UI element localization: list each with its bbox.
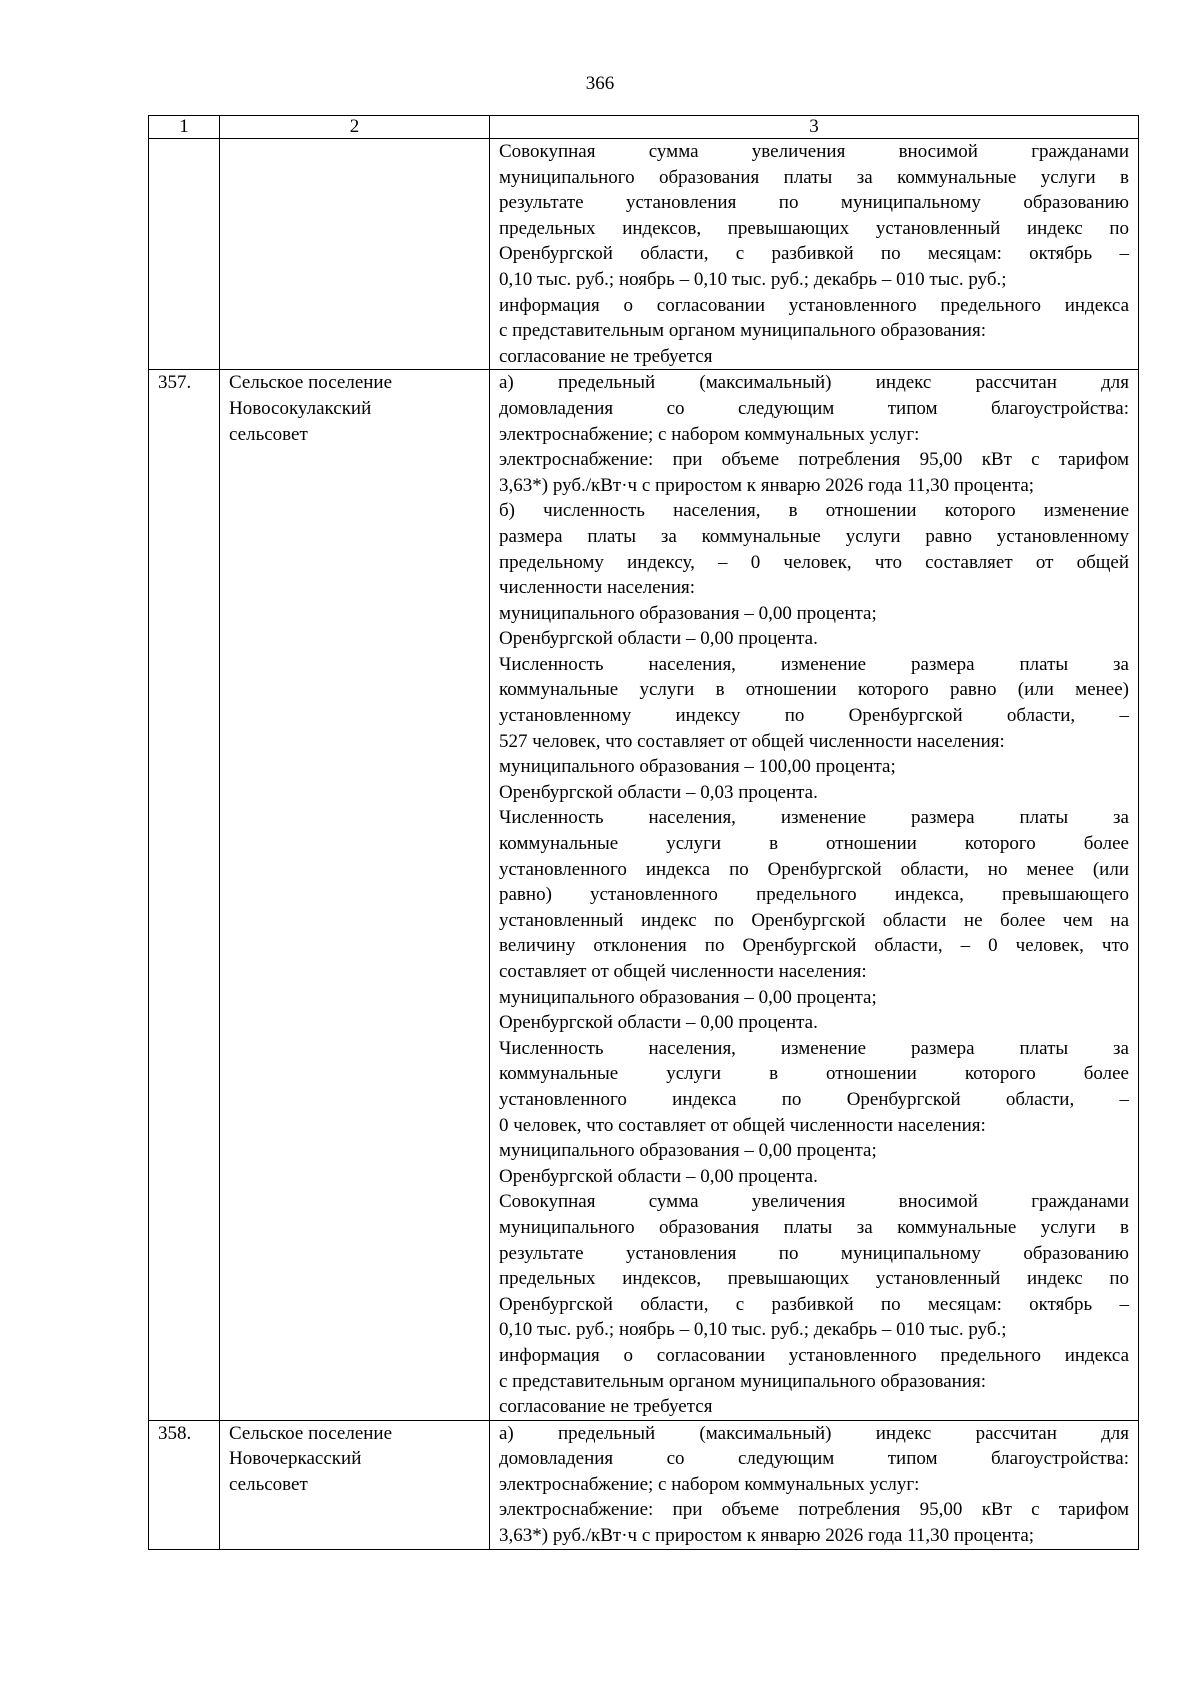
- description-line: установленного индекса по Оренбургской области, –: [499, 1088, 1129, 1110]
- index-description: [490, 1420, 1139, 1549]
- description-line: Численность населения, изменение размера платы за: [499, 807, 1129, 829]
- description-line: предельному индексу, – 0 человек, что составляет от общей: [499, 551, 1129, 573]
- description-line: согласование не требуется: [499, 345, 713, 367]
- description-line: информация о согласовании установленного предельного индекса: [499, 294, 1129, 316]
- municipality-name: [220, 1420, 490, 1549]
- description-line: муниципального образования платы за коммунальные услуги в: [499, 1216, 1129, 1238]
- description-line: Численность населения, изменение размера платы за: [499, 1037, 1129, 1059]
- municipality-name-line: Новосокулакский: [229, 397, 372, 419]
- table-body: [149, 139, 1139, 1550]
- description-line: муниципального образования – 0,00 процента;: [499, 602, 877, 624]
- description-line: 0 человек, что составляет от общей численности населения:: [499, 1114, 986, 1136]
- description-line: Оренбургской области – 0,03 процента.: [499, 781, 818, 803]
- index-description: [490, 370, 1139, 1420]
- description-line: установленному индексу по Оренбургской области, –: [499, 705, 1129, 727]
- description-line: домовладения со следующим типом благоустройства:: [499, 397, 1129, 419]
- row-number: 358.: [149, 1420, 220, 1549]
- page-number: 366: [585, 73, 615, 94]
- description-line: 527 человек, что составляет от общей численности населения:: [499, 730, 1005, 752]
- description-line: 3,63*) руб./кВт·ч с приростом к январю 2026 года 11,30 процента;: [499, 1525, 1035, 1547]
- description-line: электроснабжение; с набором коммунальных услуг:: [499, 1473, 920, 1495]
- description-line: муниципального образования – 0,00 процента;: [499, 986, 877, 1008]
- description-line: Совокупная сумма увеличения вносимой гражданами: [499, 1191, 1129, 1213]
- description-line: электроснабжение: при объеме потребления 95,00 кВт с тарифом: [499, 449, 1129, 471]
- description-line: 0,10 тыс. руб.; ноябрь – 0,10 тыс. руб.; декабрь – 010 тыс. руб.;: [499, 268, 1007, 290]
- description-line: б) численность населения, в отношении которого изменение: [499, 500, 1129, 522]
- description-line: с представительным органом муниципального образования:: [499, 1370, 986, 1392]
- row-number: 357.: [149, 370, 220, 1420]
- municipality-name-line: Сельское поселение: [229, 372, 393, 394]
- municipality-name-line: сельсовет: [229, 1473, 308, 1495]
- municipality-name-line: Новочеркасский: [229, 1448, 362, 1470]
- description-line: равно) установленного предельного индекса, превышающего: [499, 884, 1129, 906]
- municipality-name-line: сельсовет: [229, 423, 308, 445]
- table-header-row: [149, 116, 1139, 139]
- description-line: установленного индекса по Оренбургской области, но менее (или: [499, 858, 1129, 880]
- description-line: домовладения со следующим типом благоустройства:: [499, 1448, 1129, 1470]
- description-line: Оренбургской области – 0,00 процента.: [499, 1165, 818, 1187]
- header-col-3: 3: [490, 116, 1139, 139]
- description-line: результате установления по муниципальному образованию: [499, 192, 1129, 214]
- description-line: коммунальные услуги в отношении которого более: [499, 833, 1129, 855]
- description-line: Оренбургской области, с разбивкой по месяцам: октябрь –: [499, 1293, 1129, 1315]
- description-line: согласование не требуется: [499, 1396, 713, 1418]
- description-line: Оренбургской области, с разбивкой по месяцам: октябрь –: [499, 243, 1129, 265]
- description-line: коммунальные услуги в отношении которого более: [499, 1063, 1129, 1085]
- description-line: предельных индексов, превышающих установленный индекс по: [499, 1268, 1129, 1290]
- description-line: предельных индексов, превышающих установленный индекс по: [499, 217, 1129, 239]
- municipality-name: [220, 370, 490, 1420]
- description-line: а) предельный (максимальный) индекс рассчитан для: [499, 372, 1129, 394]
- description-line: а) предельный (максимальный) индекс рассчитан для: [499, 1422, 1129, 1444]
- table-row: [149, 1420, 1139, 1549]
- description-line: муниципального образования платы за коммунальные услуги в: [499, 166, 1129, 188]
- description-line: величину отклонения по Оренбургской области, – 0 человек, что: [499, 935, 1129, 957]
- header-col-2: 2: [220, 116, 490, 139]
- description-line: муниципального образования – 0,00 процента;: [499, 1140, 877, 1162]
- table-row: [149, 370, 1139, 1420]
- description-line: численности населения:: [499, 577, 696, 599]
- description-line: результате установления по муниципальному образованию: [499, 1242, 1129, 1264]
- description-line: Оренбургской области – 0,00 процента.: [499, 628, 818, 650]
- description-line: установленный индекс по Оренбургской области не более чем на: [499, 909, 1129, 931]
- description-line: 3,63*) руб./кВт·ч с приростом к январю 2026 года 11,30 процента;: [499, 474, 1035, 496]
- description-line: муниципального образования – 100,00 процента;: [499, 756, 896, 778]
- description-line: коммунальные услуги в отношении которого равно (или менее): [499, 679, 1129, 701]
- description-line: составляет от общей численности населения:: [499, 961, 867, 982]
- description-line: Совокупная сумма увеличения вносимой гражданами: [499, 141, 1129, 162]
- description-line: 0,10 тыс. руб.; ноябрь – 0,10 тыс. руб.; декабрь – 010 тыс. руб.;: [499, 1319, 1007, 1341]
- table-row: [149, 139, 1139, 370]
- description-line: Оренбургской области – 0,00 процента.: [499, 1012, 818, 1034]
- header-col-1: 1: [149, 116, 220, 139]
- description-line: электроснабжение; с набором коммунальных услуг:: [499, 423, 920, 445]
- row-number: [149, 139, 220, 370]
- description-line: с представительным органом муниципального образования:: [499, 320, 986, 342]
- data-table: [148, 115, 1139, 1550]
- index-description: [490, 139, 1139, 370]
- description-line: размера платы за коммунальные услуги равно установленному: [499, 525, 1129, 547]
- municipality-name-line: Сельское поселение: [229, 1422, 393, 1444]
- description-line: Численность населения, изменение размера платы за: [499, 653, 1129, 675]
- description-line: электроснабжение: при объеме потребления 95,00 кВт с тарифом: [499, 1499, 1129, 1521]
- municipality-name: [220, 139, 490, 370]
- description-line: информация о согласовании установленного предельного индекса: [499, 1344, 1129, 1366]
